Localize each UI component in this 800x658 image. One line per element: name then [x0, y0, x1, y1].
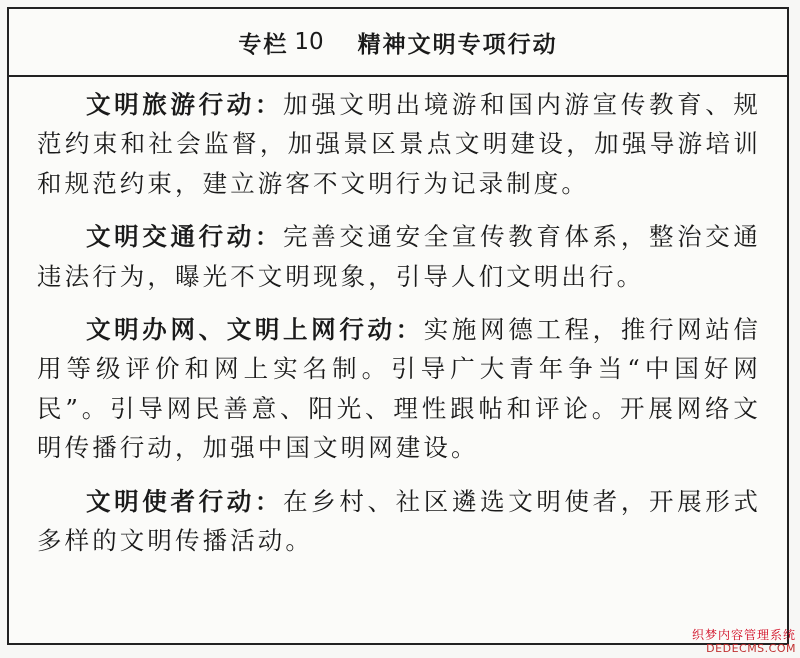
- column-body: [9, 77, 787, 560]
- section-envoy: [37, 482, 761, 561]
- section-text: 加强文明出境游和国内游宣传教育、规范约束和社会监督，加强景区景点文明建设，加强导游培训和规范约束，建立游客不文明行为记录制度。: [37, 90, 762, 198]
- section-lead: 文明使者行动：: [86, 486, 284, 516]
- section-lead: 文明交通行动：: [86, 222, 284, 252]
- section-lead: 文明办网、文明上网行动：: [86, 315, 424, 345]
- section-text: 完善交通安全宣传教育体系，整治交通违法行为，曝光不文明现象，引导人们文明出行。: [37, 222, 762, 291]
- section-text: 在乡村、社区遴选文明使者，开展形式多样的文明传播活动。: [37, 486, 762, 556]
- watermark-line2: DEDECMS.COM: [706, 642, 796, 655]
- section-lead: 文明旅游行动：: [86, 90, 284, 119]
- section-text: 实施网德工程，推行网站信用等级评价和网上实名制。引导广大青年争当“中国好网民”。引导网民善意、阳光、理性跟帖和评论。开展网络文明传播行动，加强中国文明网建设。: [37, 315, 762, 463]
- column-title: 精神文明专项行动: [357, 31, 558, 58]
- column-header: [9, 9, 787, 77]
- column-label: 专栏: [238, 31, 289, 58]
- column-number: 10: [294, 29, 324, 55]
- section-traffic: [37, 217, 761, 296]
- watermark: [692, 629, 796, 655]
- watermark-line1: 织梦内容管理系统: [691, 628, 796, 642]
- section-internet: [37, 310, 761, 468]
- column-box: [7, 7, 789, 645]
- section-tourism: [37, 85, 761, 203]
